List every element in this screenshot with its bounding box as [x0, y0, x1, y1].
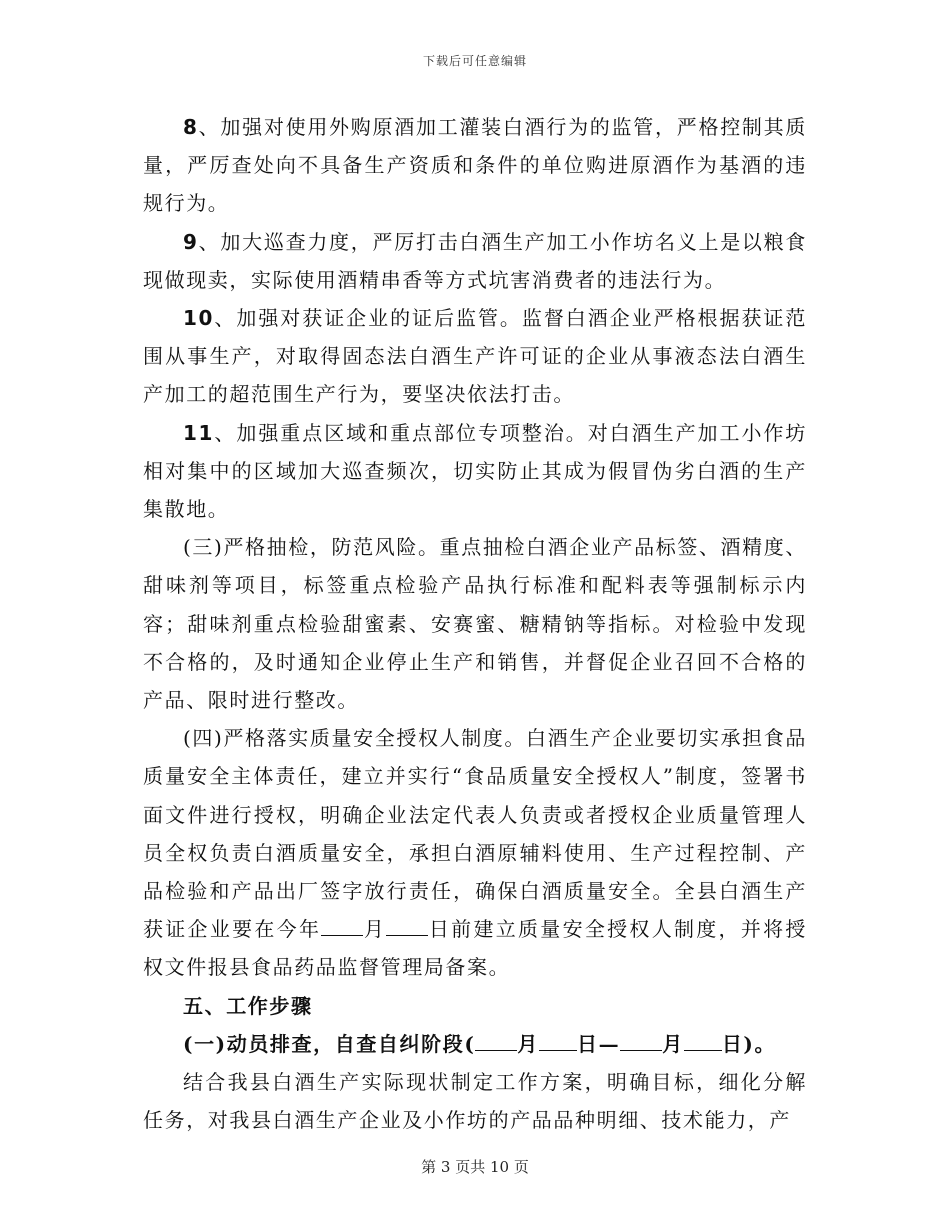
step-heading-prefix: (一)动员排查，自查自纠阶段(: [183, 1031, 476, 1056]
document-body: [143, 108, 807, 1139]
fill-in-blank-start-day: [539, 1049, 577, 1051]
section-heading: 五、工作步骤: [183, 993, 313, 1018]
paragraph-mobilization: 结合我县白酒生产实际现状制定工作方案，明确目标，细化分解任务，对我县白酒生产企业及小作坊的产品品种明细、技术能力，产: [143, 1070, 807, 1133]
fill-in-blank-end-month: [620, 1049, 662, 1051]
fill-in-blank-start-month: [475, 1049, 517, 1051]
step-heading: [143, 1025, 807, 1063]
paragraph-item-9: [143, 223, 807, 299]
paragraph-text: (四)严格落实质量安全授权人制度。白酒生产企业要切实承担食品质量安全主体责任，建立并实行“食品质量安全授权人”制度，签署书面文件进行授权，明确企业法定代表人负责或者授权企业质量管理人员全权负责白酒质量安全，承担白酒原辅料使用、生产过程控制、产品检验和产品出厂签字放行责任，确保白酒质量安全。全县白酒生产获证企业要在今年: [143, 726, 807, 942]
paragraph-item-8: [143, 108, 807, 223]
paragraph-text: 、加强重点区域和重点部位专项整治。对白酒生产加工小作坊相对集中的区域加大巡查频次，切实防止其成为假冒伪劣白酒的生产集散地。: [143, 420, 807, 522]
fill-in-blank-day: [386, 934, 428, 936]
item-number: 11: [183, 420, 215, 445]
item-number: 10: [183, 306, 215, 331]
step-heading-text: 月: [662, 1031, 684, 1056]
item-number: 8: [183, 115, 199, 139]
page-footer: 第 3 页共 10 页: [421, 1158, 529, 1176]
paragraph-authorized-person-system: [143, 719, 807, 986]
paragraph-item-11: [143, 414, 807, 529]
item-number: 9: [183, 229, 199, 254]
paragraph-text: 、加大巡查力度，严厉打击白酒生产加工小作坊名义上是以粮食现做现卖，实际使用酒精串香等方式坑害消费者的违法行为。: [143, 229, 807, 292]
fill-in-blank-end-day: [684, 1049, 722, 1051]
fill-in-blank-month: [321, 934, 363, 936]
step-heading-text: 日)。: [721, 1031, 777, 1056]
step-heading-text: 月: [517, 1031, 539, 1056]
paragraph-text: 、加强对获证企业的证后监管。监督白酒企业严格根据获证范围从事生产，对取得固态法白酒生产许可证的企业从事液态法白酒生产加工的超范围生产行为，要坚决依法打击。: [143, 306, 807, 407]
paragraph-text: 日前建立质量安全授权人制度，并将授权文件报县食品药品监督管理局备案。: [143, 917, 807, 980]
paragraph-sampling-inspection: (三)严格抽检，防范风险。重点抽检白酒企业产品标签、酒精度、甜味剂等项目，标签重点检验产品执行标准和配料表等强制标示内容；甜味剂重点检验甜蜜素、安赛蜜、糖精钠等指标。对检验中发现不合格的，及时通知企业停止生产和销售，并督促企业召回不合格的产品、限时进行整改。: [143, 535, 807, 713]
paragraph-text: 、加强对使用外购原酒加工灌装白酒行为的监管，严格控制其质量，严厉查处向不具备生产资质和条件的单位购进原酒作为基酒的违规行为。: [143, 115, 807, 216]
page-header: 下载后可任意编辑: [422, 54, 527, 68]
paragraph-text: 月: [363, 917, 387, 942]
step-heading-text: 日—: [577, 1031, 621, 1056]
paragraph-item-10: [143, 299, 807, 414]
